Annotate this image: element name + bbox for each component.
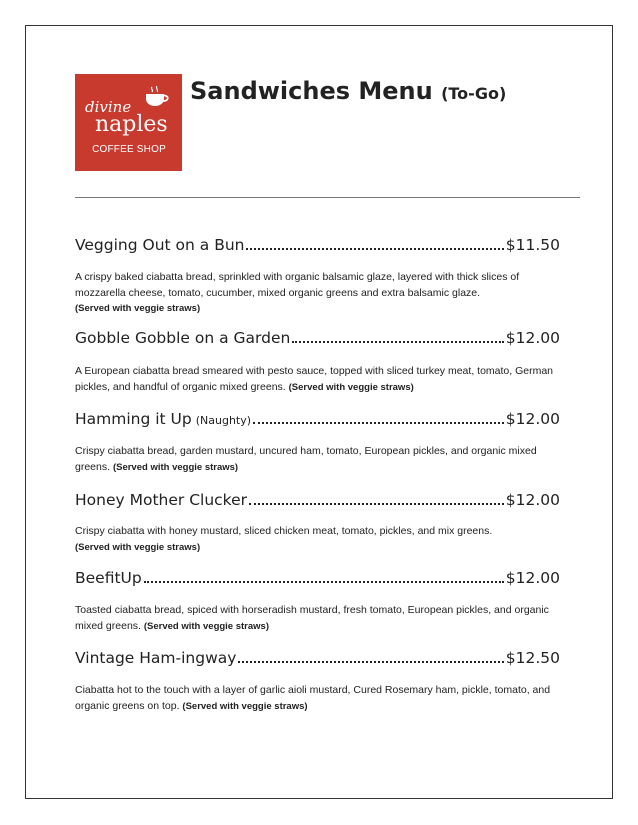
dot-leader [144,580,504,583]
menu-item-description [75,524,567,555]
served-with-note: (Served with veggie straws) [112,461,239,473]
menu-item-heading [75,647,560,669]
menu-item-heading [75,234,560,256]
menu-item-price: $11.50 [505,236,560,254]
header-divider [75,197,580,198]
menu-item-heading [75,408,560,430]
dot-leader [292,340,503,343]
menu-item-description [75,603,567,634]
served-with-note: (Served with veggie straws) [182,700,308,712]
menu-item-price: $12.00 [505,569,560,587]
menu-item-name: Honey Mother Clucker [75,491,247,509]
menu-item-description [75,364,567,395]
dot-leader [249,502,504,505]
served-with-note: (Served with veggie straws) [75,541,201,553]
served-with-note: (Served with veggie straws) [288,381,414,393]
divine-naples-logo [75,74,182,171]
menu-item-description [75,270,567,317]
coffee-cup-icon [143,86,171,108]
dot-leader [246,247,503,250]
menu-item-description-text: Crispy ciabatta bread, garden mustard, uncured ham, tomato, European pickles, and organic mixed greens. [75,445,537,473]
dot-leader [238,660,503,663]
menu-item-description [75,683,567,714]
logo-word-divine: divine [85,98,132,116]
served-with-note: (Served with veggie straws) [143,620,269,632]
page-title [190,74,506,111]
menu-item-description-text: Crispy ciabatta with honey mustard, sliced chicken meat, tomato, pickles, and mix greens. [75,525,493,537]
menu-item-name: Gobble Gobble on a Garden [75,329,291,347]
menu-item-description-text: A crispy baked ciabatta bread, sprinkled with organic balsamic glaze, layered with thick slices of mozzarella cheese, tomato, cucumber, mixed organic greens and extra balsamic glaze. [75,271,520,299]
logo-word-naples: naples [95,112,168,137]
menu-item-name: Vegging Out on a Bun [75,236,245,254]
menu-item-description-text: Toasted ciabatta bread, spiced with horseradish mustard, fresh tomato, European pickles, and organic mixed greens. [75,604,549,632]
menu-item-heading [75,567,560,589]
menu-item-name: BeefitUp [75,569,142,587]
menu-item-price: $12.00 [505,410,560,428]
logo-word-coffee-shop: COFFEE SHOP [92,144,166,155]
dot-leader [253,421,504,424]
served-with-note: (Served with veggie straws) [75,303,201,314]
menu-item-description-text: Ciabatta hot to the touch with a layer of garlic aioli mustard, Cured Rosemary ham, pickle, tomato, and organic greens on top. [75,684,551,712]
menu-item-description-text: A European ciabatta bread smeared with pesto sauce, topped with sliced turkey meat, tomato, German pickles, and handful of organic mixed greens. [75,365,554,393]
menu-item-price: $12.00 [505,491,560,509]
menu-item-description [75,444,567,475]
page-subtitle: (To-Go) [441,84,507,103]
menu-item-price: $12.50 [505,649,560,667]
menu-item-heading [75,489,560,511]
page-title-text: Sandwiches Menu [190,77,433,105]
menu-item-price: $12.00 [505,329,560,347]
menu-item-name: Hamming it Up [75,410,192,428]
menu-item-note: (Naughty) [195,414,252,427]
menu-item-heading [75,327,560,349]
menu-item-name: Vintage Ham-ingway [75,649,237,667]
